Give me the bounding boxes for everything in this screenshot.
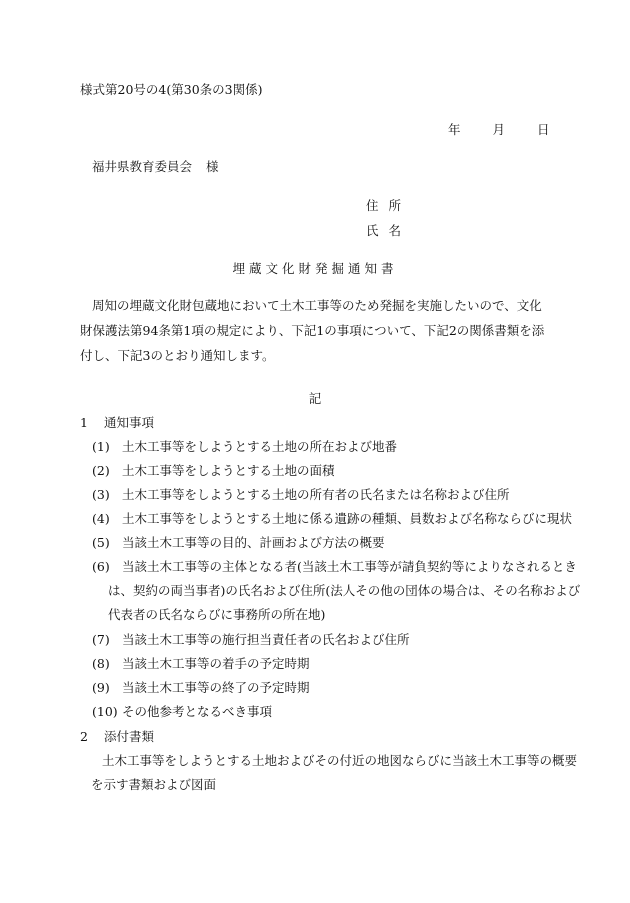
list-item: (1) 土木工事等をしようとする土地の所在および地番 bbox=[92, 439, 398, 454]
addressee-name: 福井県教育委員会 bbox=[92, 159, 193, 174]
list-item: (3) 土木工事等をしようとする土地の所有者の氏名または名称および住所 bbox=[92, 487, 510, 502]
section2-number: 2 bbox=[80, 729, 88, 744]
attachment-line-2: を示す書類および図面 bbox=[91, 777, 217, 792]
list-item: (4) 土木工事等をしようとする土地に係る遺跡の種類、員数および名称ならびに現状 bbox=[92, 511, 573, 526]
date-line bbox=[448, 120, 550, 138]
attachment-line-1: 土木工事等をしようとする土地およびその付近の地図ならびに当該土木工事等の概要 bbox=[102, 753, 578, 768]
list-item: (8) 当該土木工事等の着手の予定時期 bbox=[92, 656, 310, 671]
list-item: (6) 当該土木工事等の主体となる者(当該土木工事等が請負契約等によりなされるとき bbox=[92, 559, 577, 574]
list-item-continuation: 代表者の氏名ならびに事務所の所在地) bbox=[108, 607, 326, 622]
address-label: 住所 bbox=[366, 198, 412, 213]
form-number: 様式第20号の4(第30条の3関係) bbox=[80, 82, 263, 97]
list-item: (2) 土木工事等をしようとする土地の面積 bbox=[92, 463, 335, 478]
addressee-honorific: 様 bbox=[206, 159, 219, 174]
section2-title: 添付書類 bbox=[103, 729, 154, 744]
list-item: (5) 当該土木工事等の目的、計画および方法の概要 bbox=[92, 535, 385, 550]
date-month: 月 bbox=[492, 122, 506, 137]
list-item-continuation: は、契約の両当事者)の氏名および住所(法人その他の団体の場合は、その名称および bbox=[108, 583, 581, 598]
date-year: 年 bbox=[448, 122, 461, 137]
list-item: (9) 当該土木工事等の終了の予定時期 bbox=[92, 680, 310, 695]
section1-title: 通知事項 bbox=[103, 415, 154, 430]
body-paragraph: 周知の埋蔵文化財包蔵地において土木工事等のため発掘を実施したいので、文化財保護法第94条第1項の規定により、下記1の事項について、下記2の関係書類を添付し、下記3のとおり通知します。 bbox=[80, 298, 545, 363]
section2-heading bbox=[80, 727, 154, 745]
date-day: 日 bbox=[537, 122, 550, 137]
document-title: 埋蔵文化財発掘通知書 bbox=[232, 261, 398, 276]
list-item: (7) 当該土木工事等の施行担当責任者の氏名および住所 bbox=[92, 632, 410, 647]
section1-heading bbox=[80, 413, 154, 431]
list-item: (10) その他参考となるべき事項 bbox=[92, 704, 273, 719]
name-label: 氏名 bbox=[366, 223, 412, 238]
ki-heading: 記 bbox=[308, 391, 322, 406]
addressee bbox=[92, 157, 219, 175]
section1-number: 1 bbox=[80, 415, 88, 430]
